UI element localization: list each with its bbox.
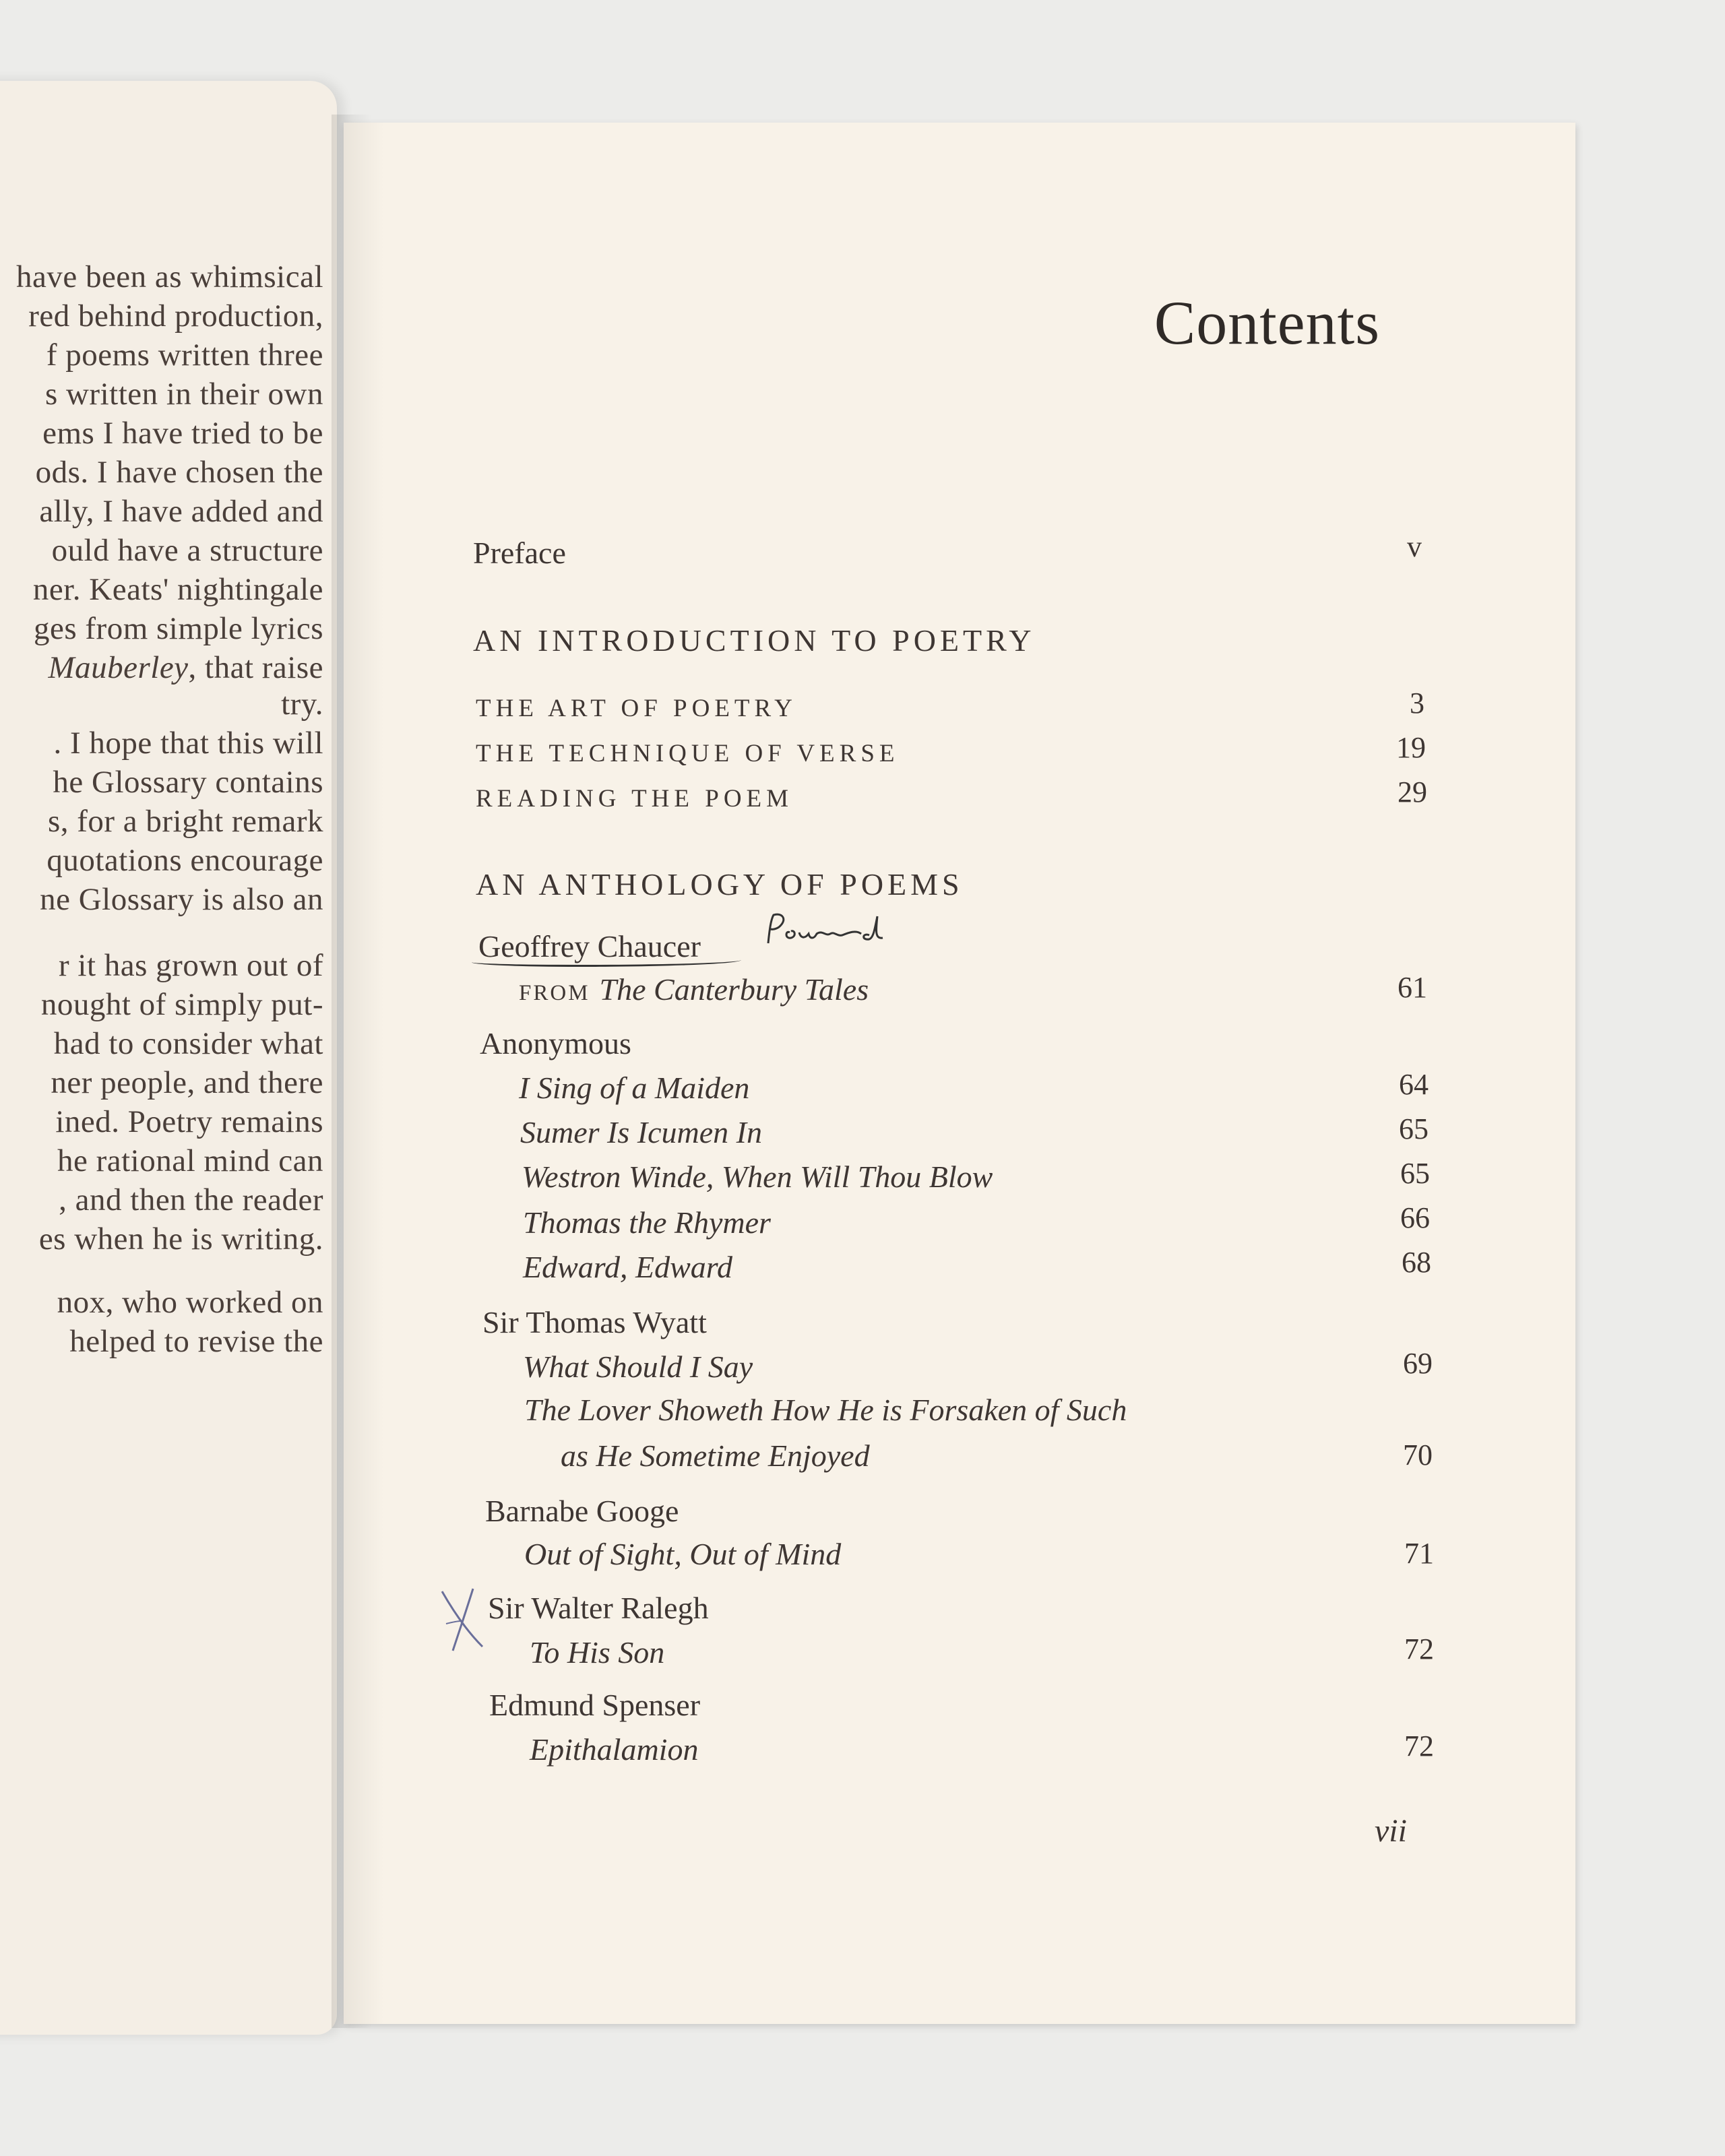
left-page-line (0, 261, 323, 293)
pen-underline (472, 955, 741, 967)
poem-lover-showeth-line2: as He Sometime Enjoyed (561, 1438, 870, 1473)
author-wyatt: Sir Thomas Wyatt (482, 1305, 707, 1339)
left-page-line-part: . I hope that this will (53, 726, 323, 761)
toc-page-what-should: 69 (1403, 1347, 1433, 1380)
left-page-line (0, 884, 323, 916)
left-page-line (0, 845, 323, 877)
poem-what-should-i-say: What Should I Say (523, 1350, 753, 1384)
left-page (0, 81, 337, 2035)
toc-page-edward: 68 (1402, 1246, 1431, 1279)
left-page-line (0, 1028, 323, 1060)
toc-entry-preface: Preface (473, 536, 566, 570)
left-page-line (0, 496, 323, 528)
left-page-line (0, 418, 323, 449)
left-page-line (0, 1067, 323, 1099)
left-page-line (0, 379, 323, 410)
toc-page-sumer: 65 (1399, 1112, 1429, 1145)
author-spenser: Edmund Spenser (489, 1688, 701, 1722)
toc-page-lover-showeth: 70 (1403, 1438, 1433, 1471)
left-page-line (0, 300, 323, 332)
toc-page-thomas: 66 (1400, 1201, 1430, 1234)
left-page-line (0, 1145, 323, 1177)
left-page-line-part: have been as whimsical (15, 259, 323, 294)
left-page-line-part: ined. Poetry remains (55, 1104, 323, 1139)
left-page-line-part: ner. Keats' nightingale (32, 572, 323, 607)
left-page-line-part: r it has grown out of (59, 948, 323, 983)
poem-lover-showeth-line1: The Lover Showeth How He is Forsaken of Such (524, 1393, 1127, 1427)
section-heading-anthology: AN ANTHOLOGY OF POEMS (476, 867, 964, 901)
left-page-line-part: f poems written three (46, 338, 323, 373)
poem-out-of-sight: Out of Sight, Out of Mind (524, 1537, 842, 1571)
left-page-line-part: ems I have tried to be (42, 416, 323, 451)
left-page-line (0, 652, 323, 684)
left-page-line (0, 535, 323, 567)
toc-page-reading-the-poem: 29 (1398, 775, 1427, 808)
left-page-line (0, 1287, 323, 1319)
left-page-line-part: es when he is writing. (38, 1222, 323, 1257)
toc-page-technique-of-verse: 19 (1396, 731, 1426, 764)
page-title: Contents (1154, 288, 1380, 357)
left-page-line-part: red behind production, (28, 298, 323, 334)
left-page-line-part: helped to revise the (69, 1324, 323, 1359)
left-page-line-part: he rational mind can (57, 1143, 323, 1178)
section-heading-introduction: AN INTRODUCTION TO POETRY (473, 623, 1036, 658)
toc-page-epithalamion: 72 (1404, 1730, 1434, 1763)
left-page-line (0, 767, 323, 798)
poem-epithalamion: Epithalamion (530, 1732, 699, 1767)
toc-page-canterbury: 61 (1398, 971, 1427, 1004)
left-page-line-part: ould have a structure (51, 533, 323, 568)
left-page-line-part: nought of simply put- (40, 987, 323, 1022)
from-label: FROM (519, 981, 590, 1005)
poem-i-sing-of-a-maiden: I Sing of a Maiden (519, 1071, 750, 1105)
left-page-line (0, 806, 323, 837)
left-page-line-part: ne Glossary is also an (40, 882, 323, 917)
left-page-line-part: s, for a bright remark (47, 804, 323, 839)
poem-title: The Canterbury Tales (599, 972, 869, 1007)
left-page-line (0, 340, 323, 371)
left-page-line (0, 457, 323, 488)
toc-page-preface: v (1407, 530, 1422, 563)
left-page-line (0, 1224, 323, 1255)
page-number-folio: vii (1375, 1813, 1407, 1849)
left-page-line (0, 989, 323, 1021)
left-page-line-part: s written in their own (44, 377, 323, 412)
toc-page-art-of-poetry: 3 (1410, 687, 1424, 720)
left-page-line-part: he Glossary contains (53, 765, 323, 800)
left-page-line-part: try. (281, 687, 323, 722)
toc-page-to-his-son: 72 (1404, 1632, 1434, 1666)
toc-entry-art-of-poetry: THE ART OF POETRY (476, 695, 797, 722)
left-page-line (0, 950, 323, 982)
author-googe: Barnabe Googe (485, 1494, 679, 1528)
left-page-line-part: ally, I have added and (39, 494, 323, 529)
author-chaucer: Geoffrey Chaucer (478, 929, 701, 963)
left-page-line (0, 1326, 323, 1358)
poem-thomas-the-rhymer: Thomas the Rhymer (523, 1205, 771, 1240)
left-page-line-part: ods. I have chosen the (35, 455, 323, 490)
poem-to-his-son: To His Son (530, 1635, 665, 1670)
left-page-line (0, 574, 323, 606)
toc-entry-technique-of-verse: THE TECHNIQUE OF VERSE (476, 740, 900, 767)
toc-page-westron: 65 (1400, 1157, 1430, 1190)
left-page-line-part: nox, who worked on (57, 1285, 323, 1320)
left-page-line (0, 1106, 323, 1138)
left-page-line (0, 613, 323, 645)
contents-page (344, 123, 1575, 2024)
left-page-line-part: quotations encourage (46, 843, 323, 878)
left-page-line-part: ges from simple lyrics (33, 611, 323, 646)
left-page-line-part: Mauberley (48, 650, 189, 685)
toc-page-i-sing: 64 (1399, 1068, 1429, 1101)
handwritten-annotation-pound (761, 910, 910, 957)
toc-page-out-of-sight: 71 (1404, 1537, 1434, 1570)
left-page-line (0, 728, 323, 759)
author-ralegh: Sir Walter Ralegh (488, 1591, 709, 1625)
toc-entry-reading-the-poem: READING THE POEM (476, 785, 794, 813)
handwritten-x-mark (433, 1583, 493, 1657)
left-page-line-part: , that raise (188, 650, 323, 685)
left-page-line (0, 689, 323, 720)
left-page-line-part: , and then the reader (59, 1182, 323, 1217)
poem-westron-winde: Westron Winde, When Will Thou Blow (522, 1160, 993, 1194)
left-page-line-part: had to consider what (53, 1026, 323, 1061)
poem-edward-edward: Edward, Edward (523, 1250, 732, 1284)
poem-sumer-is-icumen-in: Sumer Is Icumen In (520, 1115, 762, 1149)
author-anonymous: Anonymous (480, 1026, 631, 1060)
poem-canterbury-tales (519, 972, 869, 1007)
left-page-line (0, 1184, 323, 1216)
left-page-line-part: ner people, and there (51, 1065, 323, 1100)
